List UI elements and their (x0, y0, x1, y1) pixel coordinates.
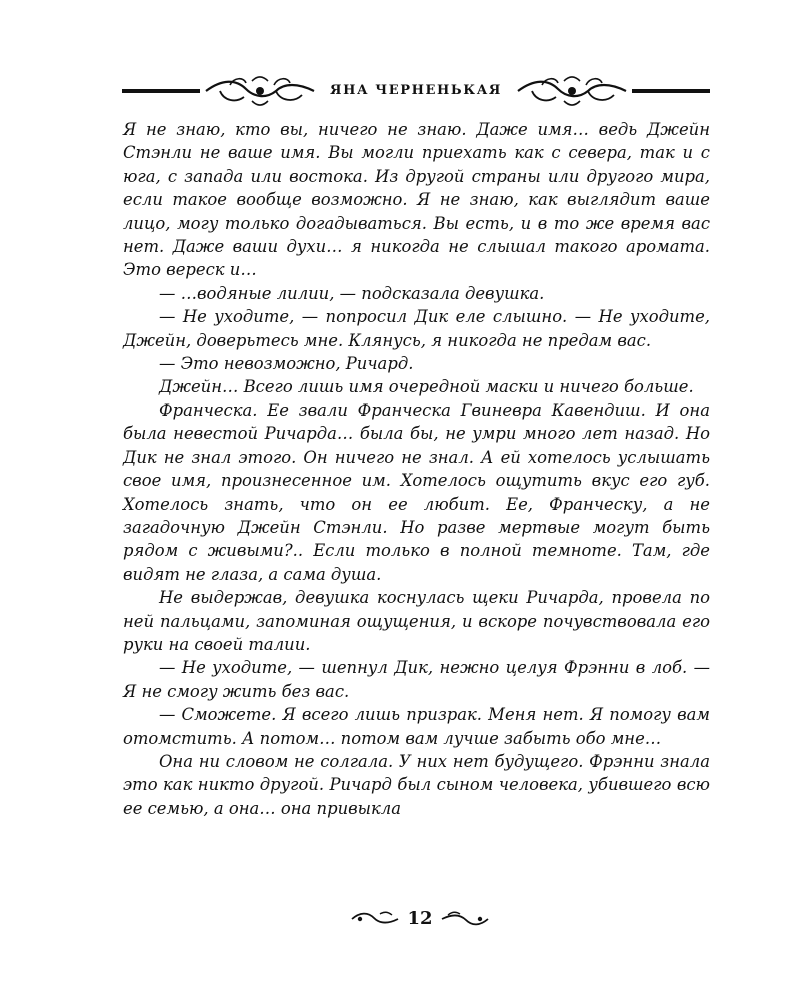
floral-flourish-icon (512, 71, 632, 111)
page-number: 12 (407, 908, 433, 929)
body-text (123, 118, 710, 820)
floral-flourish-icon (350, 910, 400, 928)
header-author-title: ЯНА ЧЕРНЕНЬКАЯ (330, 83, 502, 98)
paragraph: Джейн… Всего лишь имя очередной маски и ничего больше. (159, 377, 694, 397)
header-rule-right (632, 89, 710, 93)
paragraph: — Не уходите, — попросил Дик еле слышно. — Не уходите, Джейн, доверьтесь мне. Клянусь, я никогда не предам вас. (123, 307, 710, 350)
paragraph: — Это невозможно, Ричард. (159, 354, 414, 374)
paragraph: Франческа. Ее звали Франческа Гвиневра Кавендиш. И она была невестой Ричарда… была бы, не умри много лет назад. Но Дик не знал этого. Он ничего не знал. А ей хотелось услышать свое имя, произнесенное им. Хотелось ощутить вкус его губ. Хотелось знать, что он ее любит. Ее, Франческу, а не загадочную Джейн Стэнли. Но разве мертвые могут быть рядом с живыми?.. Если только в полной темноте. Там, где видят не глаза, а сама душа. (123, 400, 710, 584)
paragraph: — Не уходите, — шепнул Дик, нежно целуя Фрэнни в лоб. — Я не смогу жить без вас. (123, 658, 710, 701)
paragraph: — …водяные лилии, — подсказала девушка. (159, 283, 545, 303)
floral-flourish-icon (200, 71, 320, 111)
paragraph: — Сможете. Я всего лишь призрак. Меня нет. Я помогу вам отомстить. А потом… потом вам лучше забыть обо мне… (123, 705, 710, 748)
running-header (122, 71, 710, 111)
paragraph: Я не знаю, кто вы, ничего не знаю. Даже имя… ведь Джейн Стэнли не ваше имя. Вы могли приехать как с севера, так и с юга, с запада или востока. Из другой страны или другого мира, если такое вообще возможно. Я не знаю, как выглядит ваше лицо, могу только догадываться. Вы есть, и в то же время вас нет. Даже ваши духи… я никогда не слышал такого аромата. Это вереск и… (123, 120, 710, 280)
paragraph: Она ни словом не солгала. У них нет будущего. Фрэнни знала это как никто другой. Ричард был сыном человека, убившего всю ее семью, а она… она привыкла (123, 751, 710, 818)
floral-flourish-icon (440, 910, 490, 928)
header-rule-left (122, 89, 200, 93)
page-footer (350, 906, 490, 932)
paragraph: Не выдержав, девушка коснулась щеки Ричарда, провела по ней пальцами, запоминая ощущения, и вскоре почувствовала его руки на своей талии. (123, 588, 710, 654)
